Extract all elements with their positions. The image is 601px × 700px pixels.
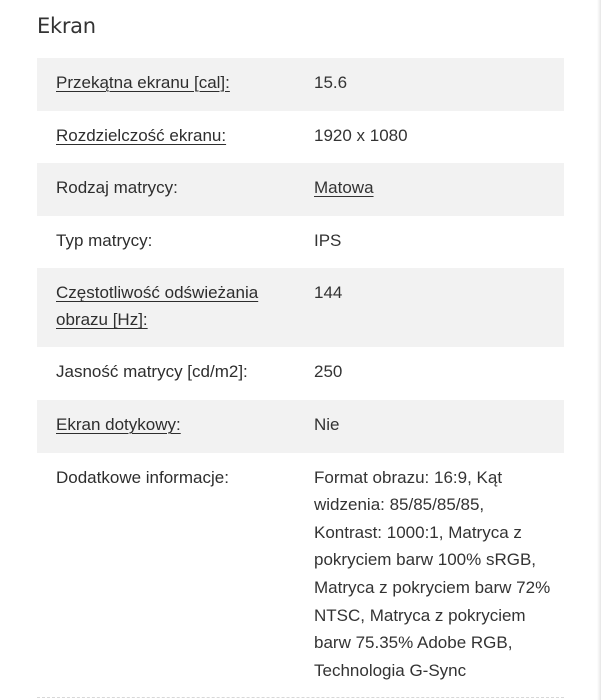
spec-label-refresh-rate[interactable]: Częstotliwość odświeżania obrazu [Hz]:: [56, 283, 259, 330]
spec-label-diagonal[interactable]: Przekątna ekranu [cal]:: [56, 73, 230, 92]
spec-row-brightness: [37, 347, 564, 400]
spec-value-additional-info: Format obrazu: 16:9, Kąt widzenia: 85/85/85/85, Kontrast: 1000:1, Matryca z pokryciem barw 100% sRGB, Matryca z pokryciem barw 72% NTSC, Matryca z pokryciem barw 75.35% Adobe RGB, Technologia G-Sync: [314, 467, 551, 680]
spec-label-touchscreen[interactable]: Ekran dotykowy:: [56, 414, 181, 434]
spec-label-resolution[interactable]: Rozdzielczość ekranu:: [56, 125, 227, 145]
spec-value-matrix-type: IPS: [314, 230, 342, 250]
spec-row-additional-info: [37, 453, 564, 699]
section-divider: [37, 697, 564, 698]
spec-row-refresh-rate: [37, 268, 564, 347]
spec-label-additional-info: Dodatkowe informacje:: [56, 467, 229, 487]
spec-row-resolution: [37, 111, 564, 164]
spec-value-touchscreen: Nie: [314, 414, 340, 434]
spec-label-matrix-type: Typ matrycy:: [56, 230, 153, 250]
spec-table: [37, 58, 564, 698]
spec-row-diagonal: [37, 58, 564, 111]
spec-value-matrix-kind[interactable]: Matowa: [314, 178, 374, 198]
spec-row-touchscreen: [37, 400, 564, 453]
spec-value-diagonal: 15.6: [314, 73, 348, 92]
page-edge-shadow: [597, 0, 601, 700]
spec-row-matrix-kind: [37, 163, 564, 216]
section-title: Ekran: [37, 14, 96, 38]
spec-label-matrix-kind: Rodzaj matrycy:: [56, 178, 178, 198]
spec-label-brightness: Jasność matrycy [cd/m2]:: [56, 362, 248, 382]
spec-value-refresh-rate: 144: [314, 283, 343, 303]
spec-row-matrix-type: [37, 216, 564, 269]
spec-value-resolution: 1920 x 1080: [314, 125, 408, 145]
spec-value-brightness: 250: [314, 362, 343, 382]
